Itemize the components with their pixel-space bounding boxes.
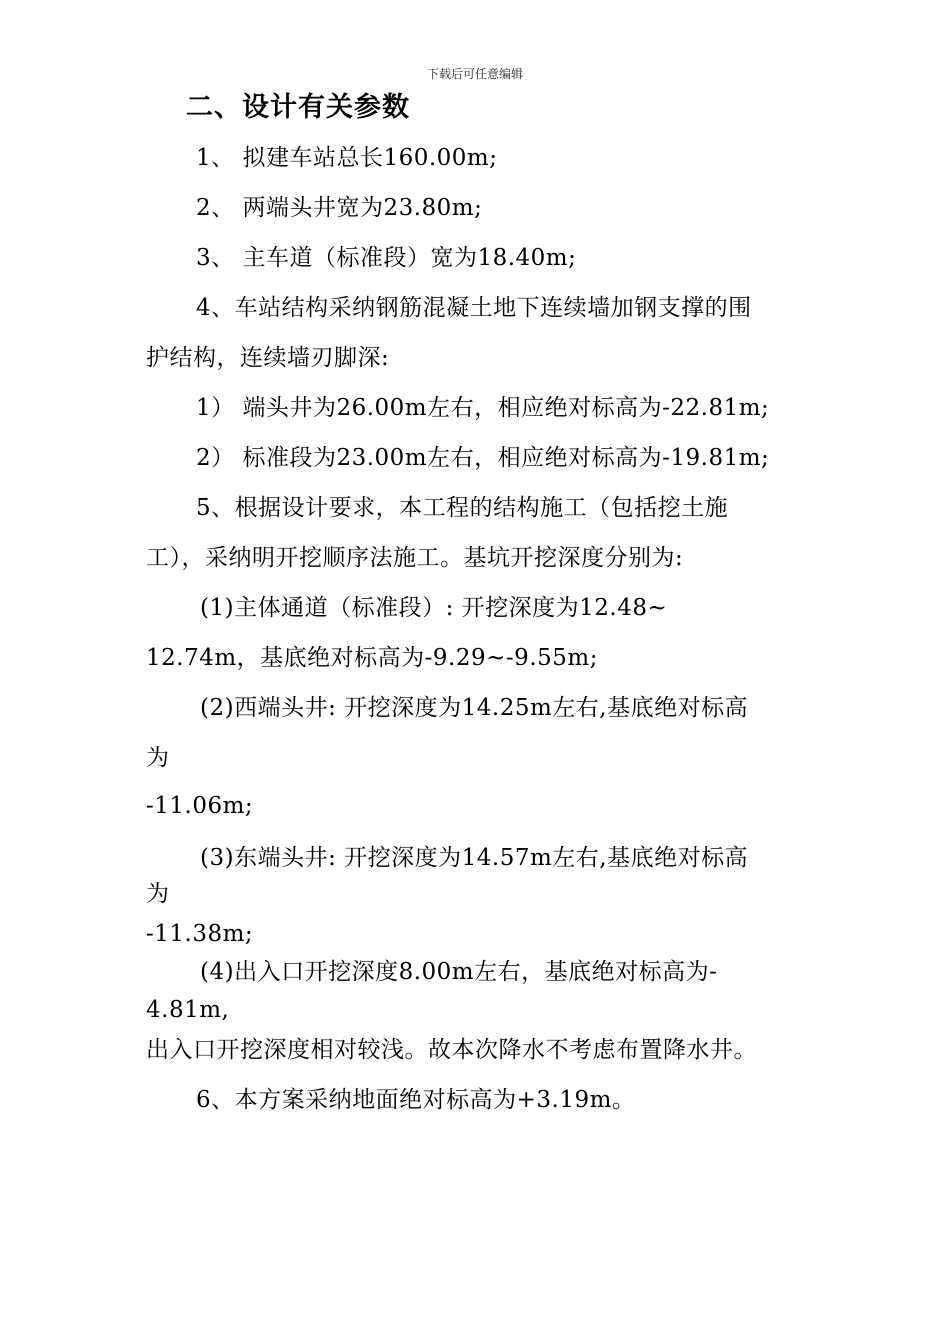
paragraph-line: 3、 主车道（标准段）宽为18.40m; xyxy=(196,245,577,271)
paragraph-line: 1、 拟建车站总长160.00m; xyxy=(196,145,498,171)
paragraph-line: 1） 端头井为26.00m左右，相应绝对标高为-22.81m; xyxy=(196,395,770,421)
paragraph-line: 6、本方案采纳地面绝对标高为+3.19m。 xyxy=(196,1087,636,1113)
paragraph-line: 4.81m, xyxy=(146,997,230,1023)
paragraph-line: 2、 两端头井宽为23.80m; xyxy=(196,195,483,221)
paragraph-line: 5、根据设计要求，本工程的结构施工（包括挖土施 xyxy=(196,495,729,521)
paragraph-line: 2） 标准段为23.00m左右，相应绝对标高为-19.81m; xyxy=(196,445,770,471)
paragraph-line: 12.74m，基底绝对标高为-9.29~-9.55m; xyxy=(146,645,598,671)
paragraph-line: 为 xyxy=(146,881,170,907)
header-note: 下载后可任意编辑 xyxy=(426,67,523,81)
paragraph-line: (3)东端头井: 开挖深度为14.57m左右,基底绝对标高 xyxy=(200,845,749,871)
paragraph-line: -11.06m; xyxy=(146,793,254,819)
paragraph-line: 护结构，连续墙刃脚深: xyxy=(146,345,390,371)
paragraph-line: 4、车站结构采纳钢筋混凝土地下连续墙加钢支撑的围 xyxy=(196,295,752,321)
paragraph-line: 工），采纳明开挖顺序法施工。基坑开挖深度分别为: xyxy=(146,545,684,571)
paragraph-line: 出入口开挖深度相对较浅。故本次降水不考虑布置降水井。 xyxy=(146,1037,757,1063)
paragraph-line: -11.38m; xyxy=(146,921,254,947)
paragraph-line: (1)主体通道（标准段）: 开挖深度为12.48~ xyxy=(200,595,668,621)
paragraph-line: (2)西端头井: 开挖深度为14.25m左右,基底绝对标高 xyxy=(200,695,749,721)
paragraph-line: 为 xyxy=(146,745,170,771)
section-title: 二、设计有关参数 xyxy=(186,92,410,123)
paragraph-line: (4)出入口开挖深度8.00m左右，基底绝对标高为- xyxy=(200,959,718,985)
